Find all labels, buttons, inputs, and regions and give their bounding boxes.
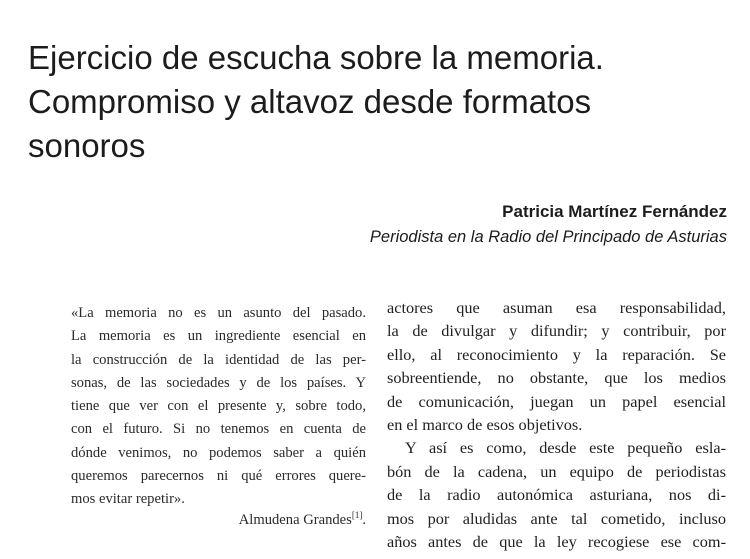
- body-line: mos por aludidas ante tal cometido, incluso: [387, 508, 726, 528]
- author-name: Patricia Martínez Fernández: [502, 202, 727, 221]
- epigraph-line: la construcción de la identidad de las per-: [71, 351, 366, 368]
- body-line: la de divulgar y difundir; y contribuir, por: [387, 321, 726, 341]
- body-text-column: [387, 296, 726, 553]
- body-line: de comunicación, juegan un papel esencial: [387, 391, 726, 411]
- title-line: sonoros: [28, 127, 146, 164]
- body-line: ello, al reconocimiento y la reparación. Se: [387, 344, 726, 364]
- epigraph-line: dónde venimos, no podemos saber a quién: [71, 444, 366, 461]
- body-line: en el marco de esos objetivos.: [387, 415, 583, 435]
- attribution-period: .: [362, 511, 366, 528]
- epigraph-line: tiene que ver con el presente y, sobre todo,: [71, 398, 366, 415]
- epigraph-quote: [71, 302, 366, 512]
- footnote-reference-link[interactable]: [1]: [351, 510, 363, 520]
- epigraph-line: La memoria es un ingrediente esencial en: [71, 328, 366, 345]
- body-line: actores que asuman esa responsabilidad,: [387, 298, 726, 317]
- title-line: Ejercicio de escucha sobre la memoria.: [28, 39, 604, 76]
- epigraph-line: queremos parecernos ni qué errores quere-: [71, 468, 366, 485]
- body-line: Y así es como, desde este pequeño esla-: [405, 438, 726, 458]
- body-line: sobreentiende, no obstante, que los medios: [387, 368, 726, 388]
- attribution-author: Almudena Grandes: [238, 511, 352, 528]
- epigraph-attribution: [239, 510, 366, 529]
- epigraph-line: con el futuro. Si no tenemos en cuenta de: [71, 421, 366, 438]
- article-title: [28, 36, 728, 168]
- epigraph-line: mos evitar repetir».: [71, 491, 185, 508]
- body-line: bón de la cadena, un equipo de periodistas: [387, 461, 726, 481]
- author-affiliation: Periodista en la Radio del Principado de Asturias: [369, 228, 727, 246]
- body-line: de la radio autonómica asturiana, nos di-: [387, 485, 726, 505]
- body-line: años antes de que la ley recogiese ese com-: [387, 532, 726, 552]
- epigraph-line: sonas, de las sociedades y de los países. Y: [71, 374, 366, 391]
- epigraph-line: «La memoria no es un asunto del pasado.: [71, 305, 366, 321]
- title-line: Compromiso y altavoz desde formatos: [28, 83, 592, 120]
